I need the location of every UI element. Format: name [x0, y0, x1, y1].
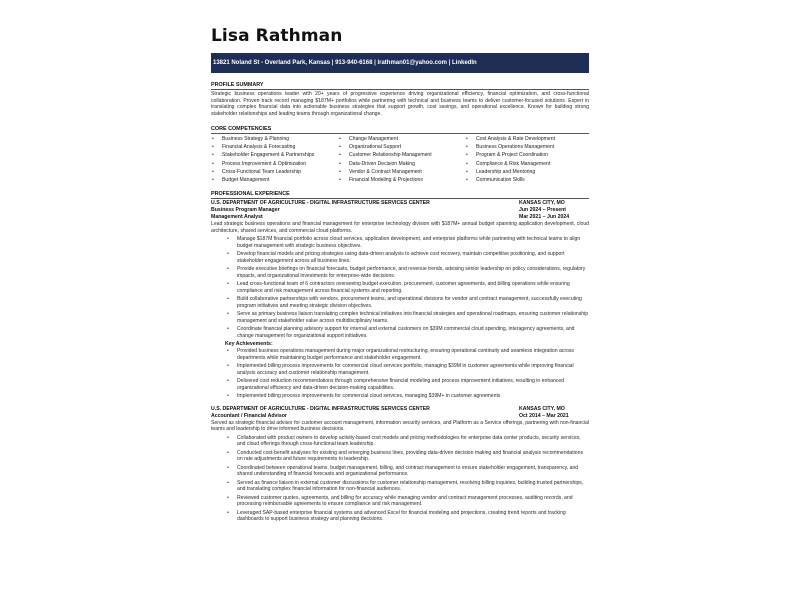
achievement-item: • Delivered cost reduction recommendations through comprehensive financial modeling and process improvement initiatives, resulting in enhanced organizational efficiency and data-driven decision-making capabilities.: [225, 378, 589, 391]
job-location: KANSAS CITY, MO: [519, 405, 565, 412]
bullet-item: • Build collaborative partnerships with vendors, procurement teams, and operational divisions for vendor and contract management, successfully executing program initiatives and meeting strategic division objectives.: [225, 296, 589, 309]
section-divider: [211, 198, 589, 199]
competency-item: • Financial Analysis & Forecasting: [211, 143, 338, 151]
job-summary: Lead strategic business operations and financial management for enterprise technology division with $187M+ annual budget spanning application development, cloud architecture, shared services, and commercial cloud platforms.: [211, 221, 589, 234]
bullet-item: • Serve as primary business liaison translating complex technical initiatives into financial strategies and operational roadmaps, ensuring customer relationship management and stakeholder value across multidisciplinary teams.: [225, 311, 589, 324]
job-responsibilities: [211, 435, 589, 523]
competency-item: • Business Operations Management: [465, 143, 589, 151]
key-achievements-list: [211, 348, 589, 400]
competency-item: • Program & Project Coordination: [465, 151, 589, 159]
profile-summary-heading: PROFILE SUMMARY: [211, 82, 264, 88]
competency-item: • Compliance & Risk Management: [465, 160, 589, 168]
job-title: Accountant / Financial Advisor: [211, 412, 287, 419]
competency-item: • Vendor & Contract Management: [338, 168, 465, 176]
employer: U.S. DEPARTMENT OF AGRICULTURE - DIGITAL INFRASTRUCTURE SERVICES CENTER: [211, 405, 430, 412]
competency-item: • Cost Analysis & Rate Development: [465, 135, 589, 143]
section-divider: [211, 133, 589, 134]
candidate-name: Lisa Rathman: [211, 26, 343, 46]
competency-item: • Process Improvement & Optimization: [211, 160, 338, 168]
achievement-item: • Provided business operations management during major organizational restructuring, ensuring operational continuity and seamless integration across departments while maintaining budget performance and stakeholder engagement.: [225, 348, 589, 361]
bullet-item: • Lead cross-functional team of 6 contractors overseeing budget execution, procurement, customer agreements, and billing operations while ensuring compliance and risk management across financial systems and reporting.: [225, 281, 589, 294]
job-location: KANSAS CITY, MO: [519, 200, 565, 207]
competency-item: • Change Management: [338, 135, 465, 143]
competency-item: • Budget Management: [211, 176, 338, 184]
competency-item: • Leadership and Mentoring: [465, 168, 589, 176]
competency-item: • Data-Driven Decision Making: [338, 160, 465, 168]
competency-item: • Business Strategy & Planning: [211, 135, 338, 143]
key-achievements-heading: Key Achievements:: [225, 341, 273, 348]
bullet-item: • Develop financial models and pricing strategies using data-driven analysis to achieve cost recovery, maintain competitive positioning, and support stakeholder engagement across all business lines.: [225, 251, 589, 264]
achievement-item: • Implemented billing process improvements for commercial cloud services portfolio, managing $39M in customer agreements while improving financial analysis accuracy and customer relationship management.: [225, 363, 589, 376]
core-competencies-heading: CORE COMPETENCIES: [211, 126, 272, 132]
competency-item: • Stakeholder Engagement & Partnerships: [211, 151, 338, 159]
competency-item: • Financial Modeling & Projections: [338, 176, 465, 184]
bullet-item: • Leveraged SAP-based enterprise financial systems and advanced Excel for financial modeling and projections, creating trend reports and tracking dashboards to support business strategy and planning decisions.: [225, 510, 589, 523]
job-dates: Mar 2021 – Jun 2024: [519, 214, 570, 221]
bullet-item: • Provide executive briefings on financial forecasts, budget performance, and revenue trends, advising senior leadership on policy considerations, regulatory impacts, and organizational investments for enterprise-wide decisions.: [225, 266, 589, 279]
job-summary: Served as strategic financial advisor for customer account management, information security services, and Platform as a Service offerings, partnering with non-financial teams and leadership to drive informed business decisions.: [211, 419, 589, 433]
competencies-grid: [211, 135, 589, 184]
bullet-item: • Manage $187M financial portfolio across cloud services, application development, and enterprise platforms while partnering with technical teams to align budget management with strategic business objectives.: [225, 236, 589, 249]
job-title: Management Analyst: [211, 214, 263, 221]
bullet-item: • Collaborated with product owners to develop activity-based cost models and pricing methodologies for enterprise data center products, security services, and cloud offerings through cross-functional team leadership.: [225, 435, 589, 448]
competency-item: • Customer Relationship Management: [338, 151, 465, 159]
bullet-item: • Coordinated between operational teams, budget management, billing, and contract management to ensure stakeholder engagement, transparency, and shared understanding of financial forecasts and organizational performance.: [225, 465, 589, 478]
contact-bar: 13821 Noland St - Overland Park, Kansas | 913-940-6168 | lrathman01@yahoo.com | LinkedIn: [211, 53, 589, 73]
job-responsibilities: [211, 236, 589, 339]
competency-item: • Organizational Support: [338, 143, 465, 151]
competency-item: • Cross-Functional Team Leadership: [211, 168, 338, 176]
bullet-item: • Served as finance liaison in external customer discussions for customer relationship management, resolving billing inquiries, building trusted partnerships, and translating complex financial information for non-financial audiences.: [225, 480, 589, 493]
professional-experience-heading: PROFESSIONAL EXPERIENCE: [211, 191, 290, 198]
achievement-item: • Implemented billing process improvements for commercial cloud services, managing $39M+ in customer agreements: [225, 393, 589, 400]
bullet-item: • Reviewed customer quotes, agreements, and billing for accuracy while managing vendor and contract management processes, auditing records, and processing reimbursable agreements to ensure compliance and risk management.: [225, 495, 589, 508]
bullet-item: • Conducted cost-benefit analyses for existing and emerging business lines, providing data-driven decision making and financial analysis recommendations on rate adjustments and future requirements to leadership.: [225, 450, 589, 463]
bullet-item: • Coordinate financial planning advisory support for internal and external customers on $39M commercial cloud spending, interagency agreements, and change management for organizational support initiatives.: [225, 326, 589, 339]
job-dates: Jun 2024 – Present: [519, 207, 567, 214]
employer: U.S. DEPARTMENT OF AGRICULTURE - DIGITAL INFRASTRUCTURE SERVICES CENTER: [211, 200, 430, 207]
competency-item: • Communication Skills: [465, 176, 589, 184]
job-entry: [211, 200, 589, 400]
job-title: Business Program Manager: [211, 207, 280, 214]
profile-summary-text: Strategic business operations leader with 20+ years of progressive experience driving organizational efficiency, financial optimization, and cross-functional collaboration. Proven track record managing $187M+ portfolios while partnering with technical and business teams to deliver customer-focused solutions. Expert in translating complex financial data into actionable business strategies that support growth, cost savings, and operational excellence. Known for building strong stakeholder relationships and leading teams through organizational change.: [211, 91, 589, 117]
resume-document: [211, 26, 589, 525]
section-divider: [211, 89, 589, 90]
job-entry: [211, 406, 589, 523]
job-dates: Oct 2014 – Mar 2021: [519, 412, 569, 419]
